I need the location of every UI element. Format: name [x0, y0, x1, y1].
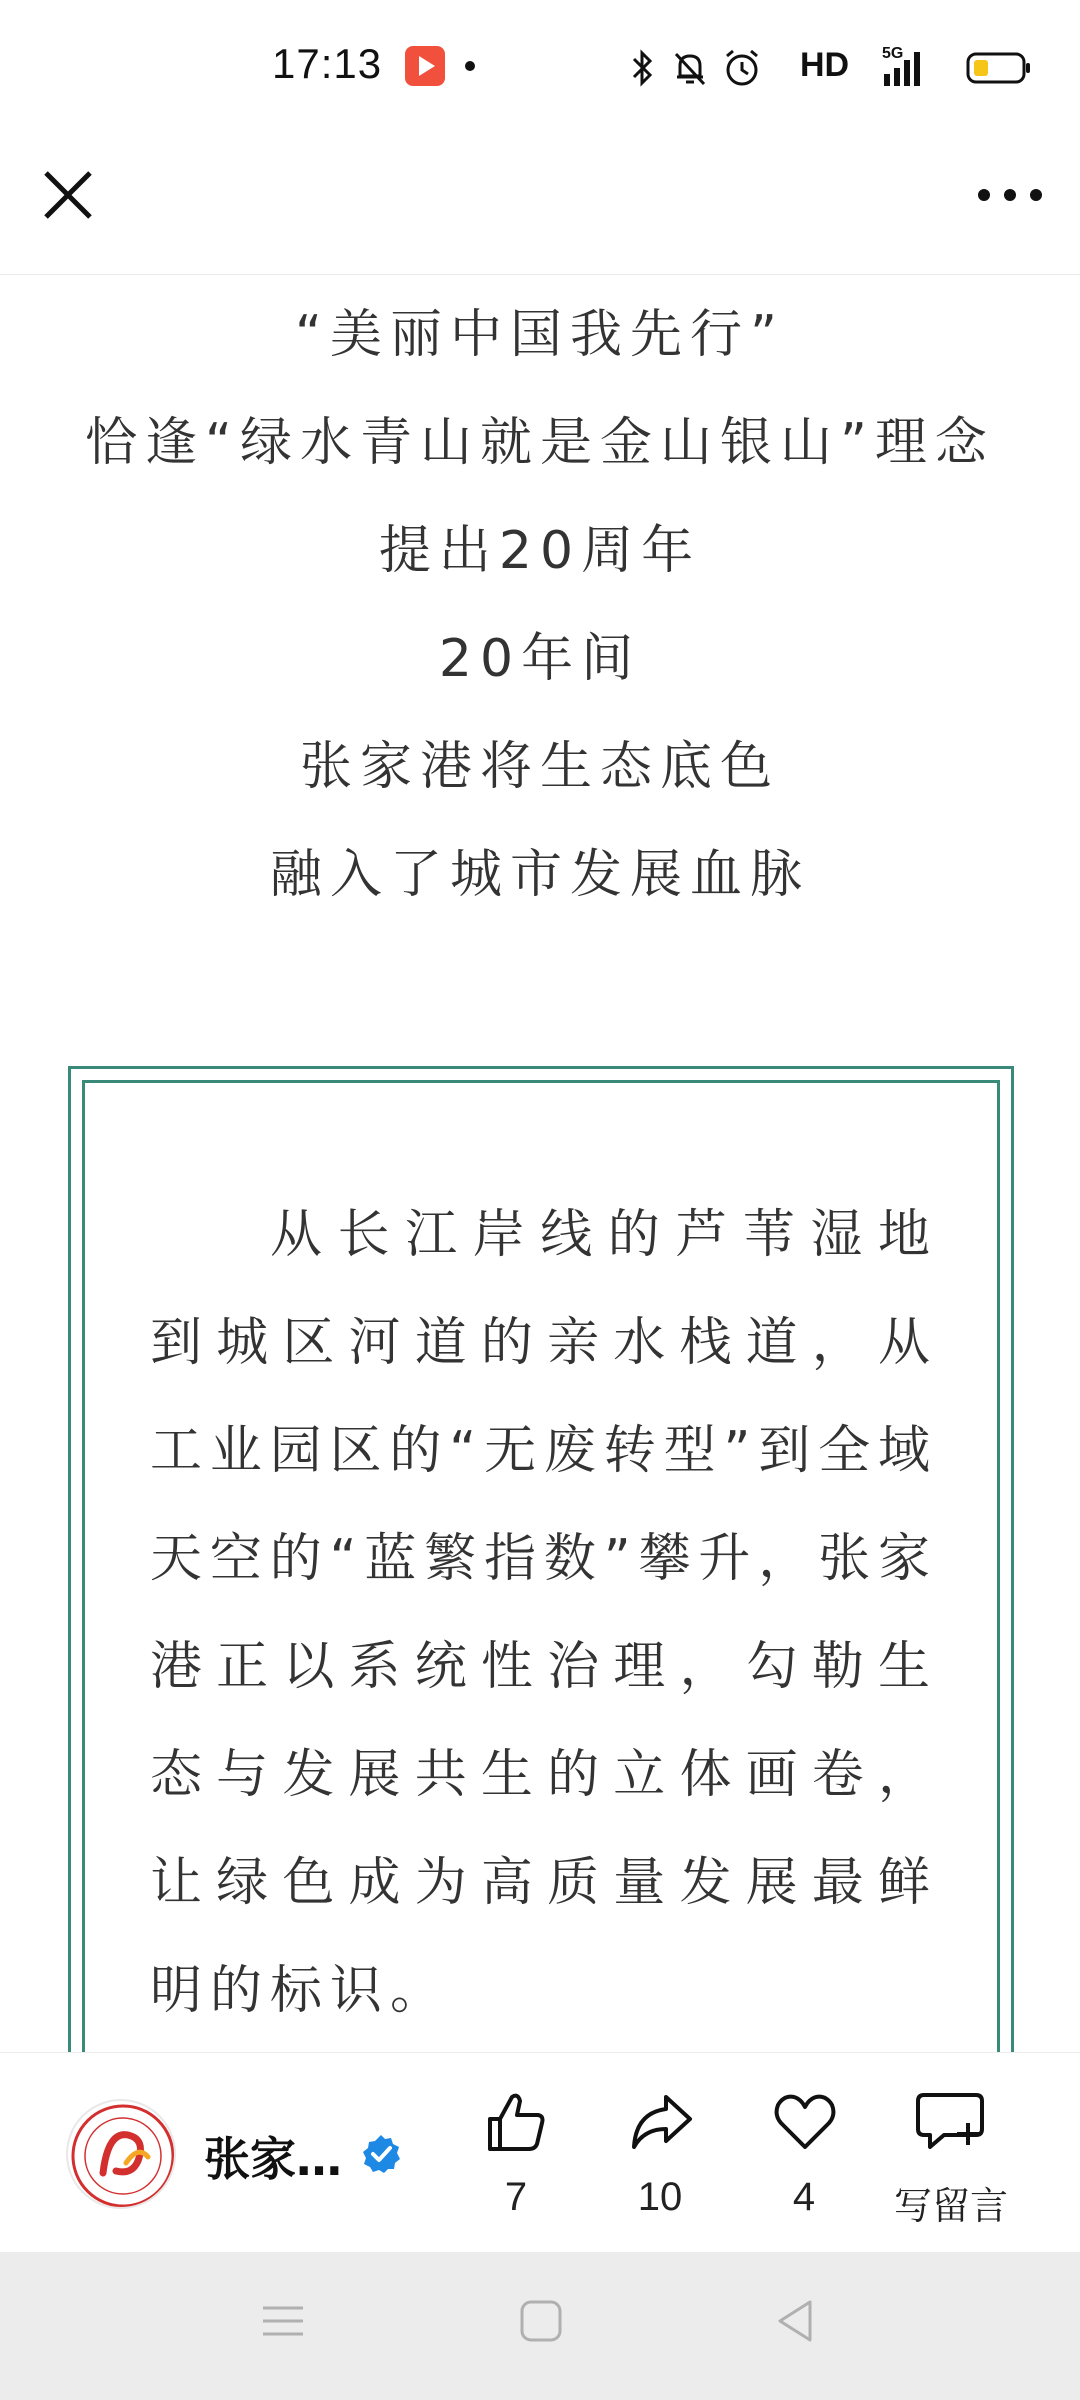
share-icon — [628, 2089, 694, 2155]
account-avatar[interactable] — [66, 2099, 176, 2209]
paragraph-line: 明的标识。 — [150, 1961, 451, 2021]
write-comment-button[interactable] — [876, 2089, 1026, 2229]
thumbs-up-icon — [484, 2089, 550, 2155]
more-icon[interactable] — [970, 165, 1050, 225]
verified-badge-icon — [360, 2133, 402, 2175]
headline-line: 恰逢“绿水青山就是金山银山”理念 — [85, 413, 995, 473]
heart-icon — [772, 2089, 838, 2155]
top-nav — [0, 135, 1080, 275]
video-app-icon — [405, 46, 445, 86]
menu-icon[interactable] — [258, 2296, 308, 2346]
like-count: 7 — [504, 2175, 528, 2219]
paragraph-line: 从长江岸线的芦苇湿地 — [270, 1205, 930, 1265]
close-icon[interactable] — [38, 165, 98, 225]
notification-dot — [465, 61, 475, 71]
system-nav-bar — [0, 2252, 1080, 2400]
article-body — [0, 276, 1080, 2052]
status-bar — [0, 0, 1080, 135]
headline-line: 20年间 — [438, 629, 642, 689]
headline-line: 张家港将生态底色 — [299, 737, 780, 797]
action-bar — [0, 2052, 1080, 2252]
paragraph-line: 天空的“蓝繁指数”攀升，张家 — [150, 1529, 930, 1589]
home-icon[interactable] — [516, 2296, 566, 2346]
back-icon[interactable] — [770, 2296, 820, 2346]
favorite-count: 4 — [792, 2175, 816, 2219]
headline-line: 提出20周年 — [378, 521, 702, 581]
share-button[interactable] — [600, 2089, 720, 2229]
write-comment-label: 写留言 — [893, 2184, 1008, 2228]
alarm-icon — [722, 48, 762, 88]
network-type: 5G — [882, 45, 904, 62]
status-time: 17:13 — [272, 40, 383, 87]
paragraph-line: 港正以系统性治理，勾勒生 — [150, 1637, 930, 1697]
signal-icon — [864, 44, 928, 90]
status-icons — [620, 40, 1080, 96]
like-button[interactable] — [456, 2089, 576, 2229]
hd-indicator: HD — [800, 46, 850, 84]
paragraph-line: 到城区河道的亲水栈道，从 — [150, 1313, 930, 1373]
account-name[interactable]: 张家… — [204, 2132, 342, 2186]
paragraph-line: 让绿色成为高质量发展最鲜 — [150, 1853, 930, 1913]
account-logo-icon — [68, 2101, 176, 2209]
share-count: 10 — [637, 2175, 683, 2219]
headline-line: 融入了城市发展血脉 — [269, 845, 810, 905]
favorite-button[interactable] — [744, 2089, 864, 2229]
bluetooth-icon — [628, 48, 656, 88]
paragraph-line: 工业园区的“无废转型”到全域 — [150, 1421, 930, 1481]
headline-line: “美丽中国我先行” — [295, 305, 785, 365]
mute-icon — [672, 48, 708, 88]
battery-icon — [966, 52, 1032, 84]
paragraph-line: 态与发展共生的立体画卷， — [150, 1745, 930, 1805]
comment-plus-icon — [914, 2089, 988, 2155]
